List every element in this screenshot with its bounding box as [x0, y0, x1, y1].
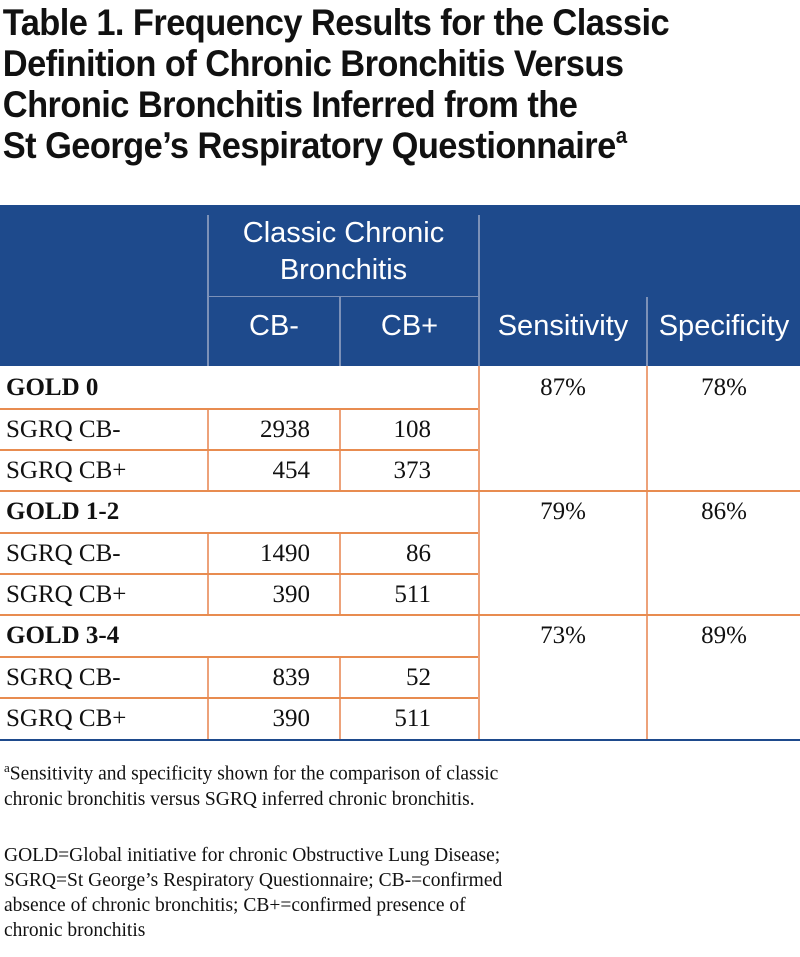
cb-minus-value: 390 — [272, 581, 310, 608]
body-divider — [646, 366, 648, 739]
group-rule — [0, 490, 800, 492]
row-label: SGRQ CB- — [6, 416, 121, 443]
title-line-2: Definition of Chronic Bronchitis Versus — [2, 43, 624, 84]
group-label: GOLD 1-2 — [6, 498, 120, 525]
cb-plus-value: 511 — [394, 581, 431, 608]
footnote-a — [4, 755, 794, 812]
title-line-4-text: St George’s Respiratory Questionnaire — [2, 125, 616, 166]
cb-minus-value: 839 — [272, 664, 310, 691]
row-rule — [0, 697, 478, 699]
cb-minus-value: 454 — [272, 457, 310, 484]
row-rule — [0, 449, 478, 451]
cb-minus-value: 1490 — [260, 540, 310, 567]
table-header — [0, 205, 800, 366]
header-specificity: Specificity — [658, 310, 790, 342]
abbr-line-2: SGRQ=St George’s Respiratory Questionnaire; CB-=confirmed — [4, 870, 503, 891]
cb-plus-value: 52 — [406, 664, 431, 691]
header-classic-cb-line-2: Bronchitis — [279, 254, 408, 286]
cb-minus-value: 2938 — [260, 416, 310, 443]
group-label: GOLD 3-4 — [6, 622, 120, 649]
abbr-line-4: chronic bronchitis — [4, 920, 146, 941]
sensitivity-value: 79% — [540, 498, 586, 525]
table-title — [0, 2, 747, 166]
row-label: SGRQ CB- — [6, 540, 121, 567]
header-classic-cb — [209, 215, 478, 289]
header-classic-cb-line-1: Classic Chronic — [242, 217, 445, 249]
footnote-a-marker: a — [4, 760, 10, 775]
specificity-value: 78% — [701, 374, 747, 401]
row-rule — [0, 656, 478, 658]
row-label: SGRQ CB+ — [6, 457, 127, 484]
cb-plus-value: 373 — [393, 457, 431, 484]
group-label: GOLD 0 — [6, 374, 99, 401]
header-sensitivity: Sensitivity — [497, 310, 629, 342]
body-divider — [478, 366, 480, 739]
row-rule — [0, 573, 478, 575]
row-label: SGRQ CB- — [6, 664, 121, 691]
row-rule — [0, 408, 478, 410]
specificity-value: 86% — [701, 498, 747, 525]
cb-plus-value: 108 — [393, 416, 431, 443]
title-line-3: Chronic Bronchitis Inferred from the — [2, 84, 578, 125]
specificity-value: 89% — [701, 622, 747, 649]
row-label: SGRQ CB+ — [6, 581, 127, 608]
title-line-4 — [2, 122, 747, 166]
header-subrule — [209, 296, 478, 297]
abbr-line-3: absence of chronic bronchitis; CB+=confirmed presence of — [4, 895, 466, 916]
cb-plus-value: 511 — [394, 705, 431, 732]
row-label: SGRQ CB+ — [6, 705, 127, 732]
header-cb-plus: CB+ — [380, 310, 439, 342]
table-bottom-rule — [0, 739, 800, 741]
footnote-a-text-1: Sensitivity and specificity shown for the comparison of classic — [9, 763, 499, 785]
cb-plus-value: 86 — [406, 540, 431, 567]
group-rule — [0, 614, 800, 616]
row-rule — [0, 532, 478, 534]
abbr-line-1: GOLD=Global initiative for chronic Obstructive Lung Disease; — [4, 845, 501, 866]
header-cb-minus: CB- — [249, 310, 299, 342]
footnote-a-line-2: chronic bronchitis versus SGRQ inferred chronic bronchitis. — [4, 788, 475, 810]
title-footnote-marker: a — [615, 122, 627, 148]
sensitivity-value: 73% — [540, 622, 586, 649]
title-line-1: Table 1. Frequency Results for the Classic — [2, 2, 670, 43]
footnote-a-line-1 — [4, 755, 794, 787]
footnote-abbreviations — [4, 843, 794, 943]
cb-minus-value: 390 — [272, 705, 310, 732]
sensitivity-value: 87% — [540, 374, 586, 401]
